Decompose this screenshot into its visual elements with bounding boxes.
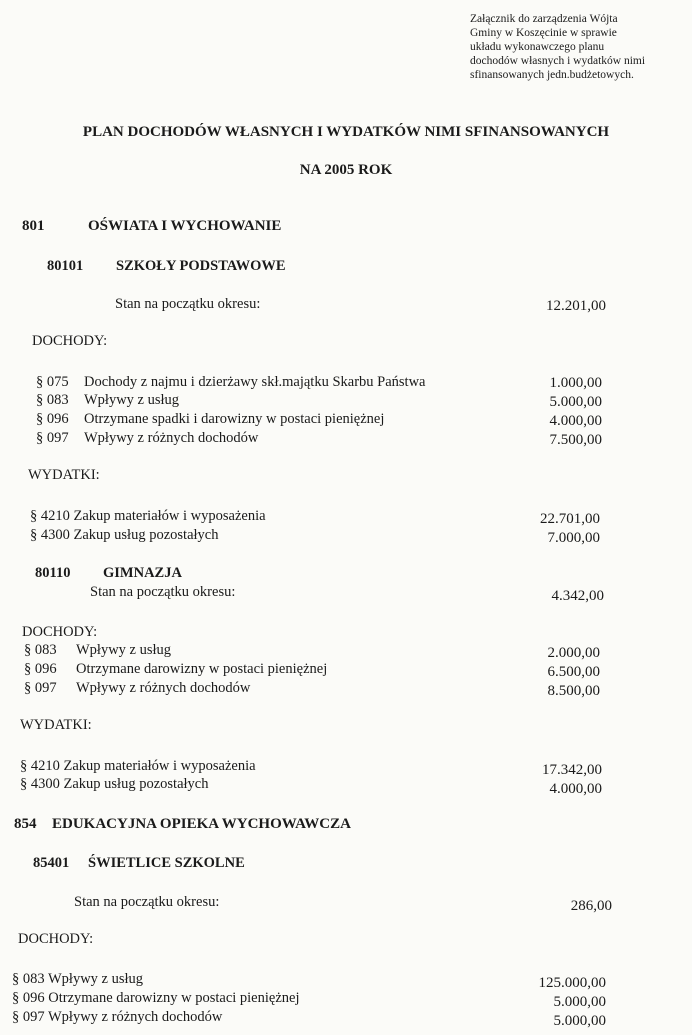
- income-header: DOCHODY:: [22, 624, 98, 640]
- subsection-title: SZKOŁY PODSTAWOWE: [116, 258, 286, 274]
- annex-line: Załącznik do zarządzenia Wójta: [470, 13, 618, 25]
- income-amount: 7.500,00: [549, 432, 602, 448]
- expense-amount: 22.701,00: [540, 511, 600, 527]
- opening-balance-label: Stan na początku okresu:: [90, 584, 236, 600]
- expense-amount: 4.000,00: [549, 781, 602, 797]
- expense-text: § 4210 Zakup materiałów i wyposażenia: [30, 508, 266, 524]
- opening-balance-label: Stan na początku okresu:: [74, 894, 220, 910]
- subsection-title: ŚWIETLICE SZKOLNE: [88, 855, 245, 871]
- document-title: PLAN DOCHODÓW WŁASNYCH I WYDATKÓW NIMI SFINANSOWANYCH: [82, 124, 610, 140]
- expense-amount: 17.342,00: [542, 762, 602, 778]
- expense-text: § 4300 Zakup usług pozostałych: [20, 776, 209, 792]
- income-amount: 5.000,00: [553, 1013, 606, 1029]
- income-code: § 096: [24, 661, 57, 677]
- opening-balance-label: Stan na początku okresu:: [115, 296, 261, 312]
- income-text: Otrzymane spadki i darowizny w postaci pieniężnej: [84, 411, 385, 427]
- income-header: DOCHODY:: [18, 931, 94, 947]
- income-code: § 096: [36, 411, 69, 427]
- expense-header: WYDATKI:: [20, 717, 92, 733]
- opening-balance-value: 4.342,00: [551, 588, 604, 604]
- income-text: Wpływy z różnych dochodów: [84, 430, 259, 446]
- section-title: EDUKACYJNA OPIEKA WYCHOWAWCZA: [52, 816, 351, 832]
- income-code: § 083: [24, 642, 57, 658]
- income-text: Wpływy z różnych dochodów: [76, 680, 251, 696]
- income-code: § 097: [24, 680, 57, 696]
- income-code: § 083: [36, 392, 69, 408]
- income-header: DOCHODY:: [32, 333, 108, 349]
- income-amount: 4.000,00: [549, 413, 602, 429]
- income-amount: 125.000,00: [538, 975, 606, 991]
- section-code: 854: [14, 816, 37, 832]
- annex-line: sfinansowanych jedn.budżetowych.: [470, 69, 634, 81]
- expense-text: § 4300 Zakup usług pozostałych: [30, 527, 219, 543]
- annex-line: dochodów własnych i wydatków nimi: [470, 55, 646, 67]
- income-text: § 083 Wpływy z usług: [12, 971, 144, 987]
- section-title: OŚWIATA I WYCHOWANIE: [88, 218, 282, 234]
- income-text: § 097 Wpływy z różnych dochodów: [12, 1009, 223, 1025]
- income-amount: 6.500,00: [547, 664, 600, 680]
- opening-balance-value: 286,00: [570, 898, 612, 914]
- expense-header: WYDATKI:: [28, 467, 100, 483]
- opening-balance-value: 12.201,00: [546, 298, 606, 314]
- section-code: 801: [22, 218, 45, 234]
- income-amount: 2.000,00: [547, 645, 600, 661]
- income-text: Wpływy z usług: [76, 642, 172, 658]
- document-subtitle: NA 2005 ROK: [299, 162, 393, 178]
- annex-note: [470, 12, 685, 82]
- income-text: Otrzymane darowizny w postaci pieniężnej: [76, 661, 328, 677]
- income-code: § 097: [36, 430, 69, 446]
- annex-line: Gminy w Koszęcinie w sprawie: [470, 27, 617, 39]
- subsection-code: 80110: [35, 565, 71, 581]
- income-text: § 096 Otrzymane darowizny w postaci pieniężnej: [12, 990, 300, 1006]
- subsection-code: 85401: [33, 855, 70, 871]
- income-amount: 5.000,00: [549, 394, 602, 410]
- income-amount: 5.000,00: [553, 994, 606, 1010]
- annex-line: układu wykonawczego planu: [470, 41, 605, 53]
- expense-text: § 4210 Zakup materiałów i wyposażenia: [20, 758, 256, 774]
- subsection-code: 80101: [47, 258, 84, 274]
- subsection-title: GIMNAZJA: [103, 565, 182, 581]
- income-text: Dochody z najmu i dzierżawy skł.majątku Skarbu Państwa: [84, 374, 426, 390]
- income-amount: 1.000,00: [549, 375, 602, 391]
- expense-amount: 7.000,00: [547, 530, 600, 546]
- income-code: § 075: [36, 374, 69, 390]
- income-text: Wpływy z usług: [84, 392, 180, 408]
- income-amount: 8.500,00: [547, 683, 600, 699]
